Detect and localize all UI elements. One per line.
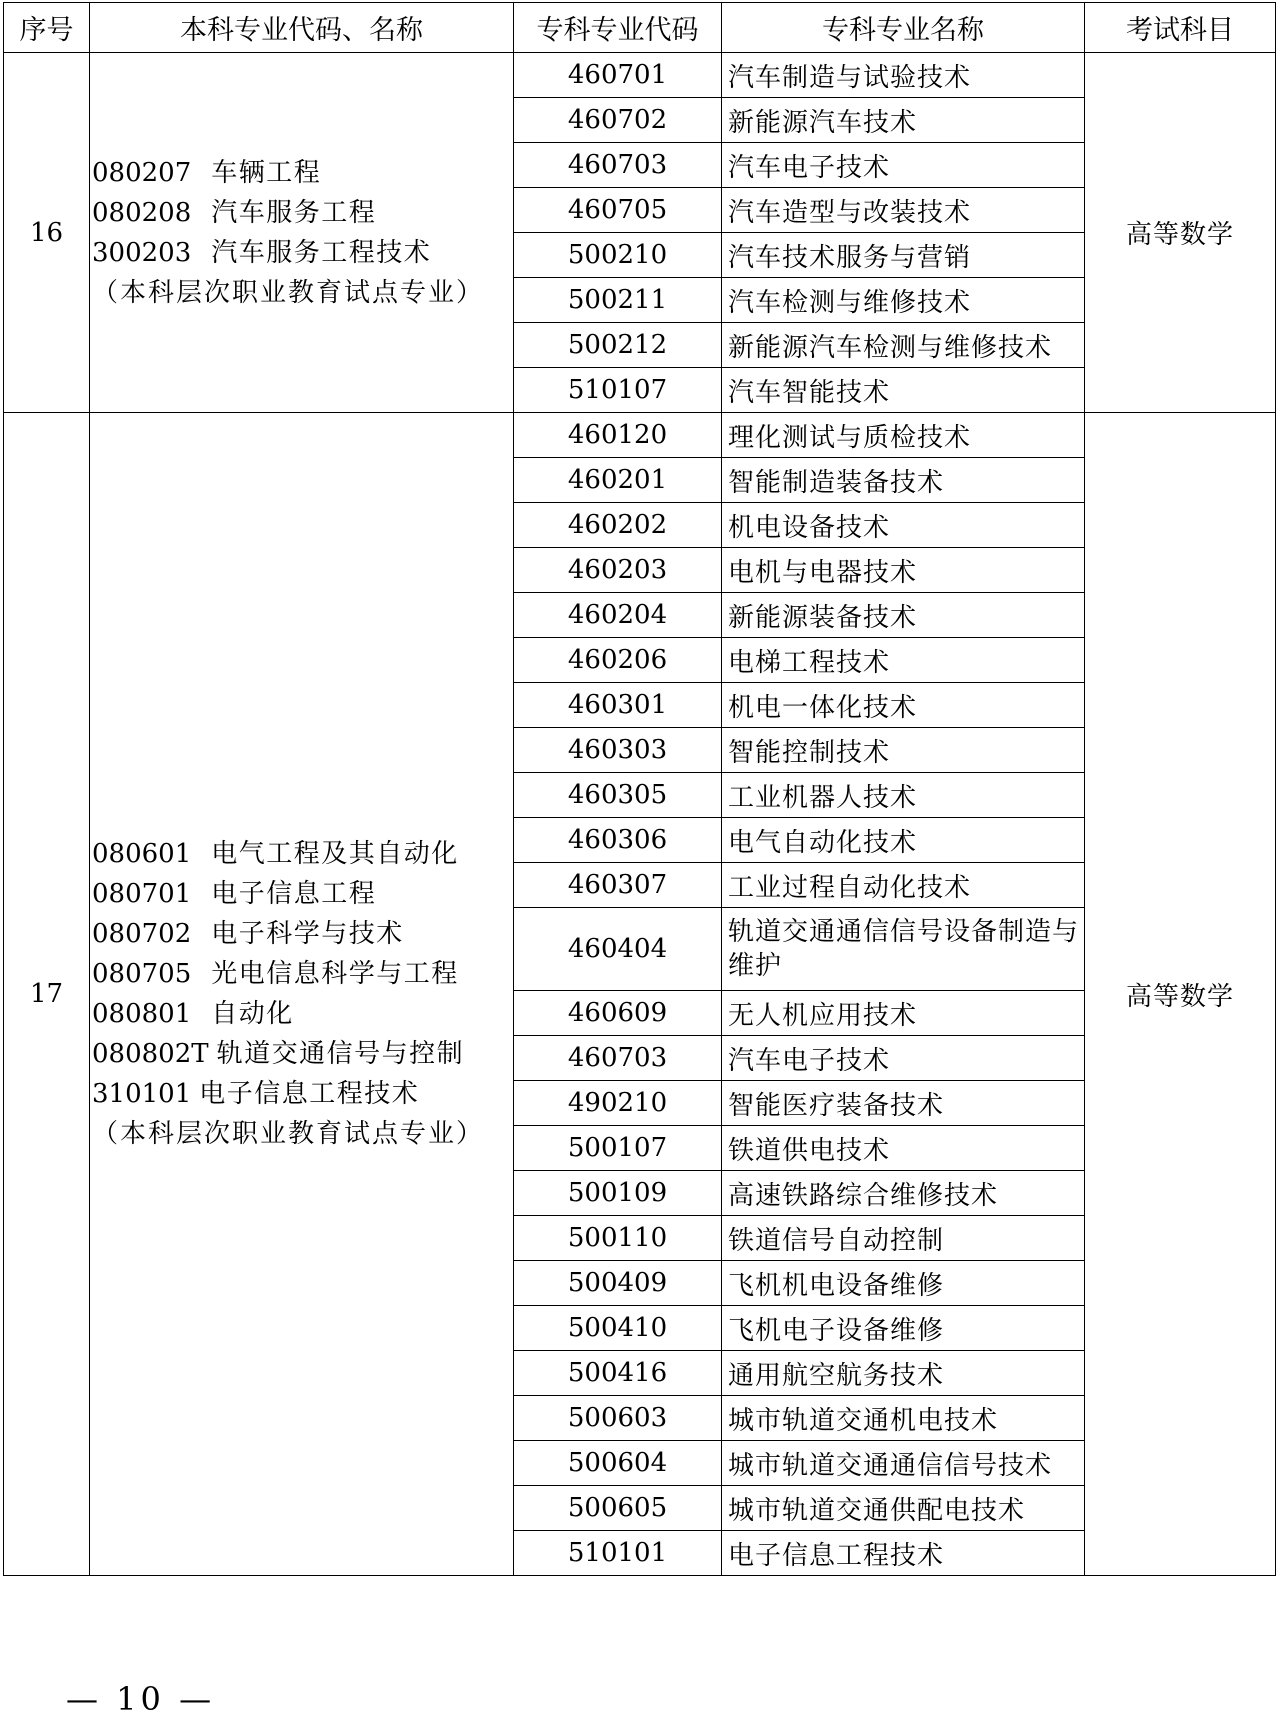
college-major-name: 通用航空航务技术 xyxy=(722,1351,1085,1396)
college-major-name: 城市轨道交通机电技术 xyxy=(722,1396,1085,1441)
table-row xyxy=(4,413,1276,458)
college-major-name: 智能制造装备技术 xyxy=(722,458,1085,503)
undergrad-major-code: 080802T xyxy=(92,1039,209,1069)
undergrad-major-code: 080207 xyxy=(92,157,192,188)
college-major-name: 汽车技术服务与营销 xyxy=(722,233,1085,278)
undergrad-major-item xyxy=(92,1074,513,1114)
college-major-code: 500212 xyxy=(514,323,722,368)
undergrad-major-name: 车辆工程 xyxy=(211,157,322,188)
college-major-code: 500604 xyxy=(514,1441,722,1486)
undergrad-major-code: 080801 xyxy=(92,999,192,1029)
undergrad-major-name: 汽车服务工程 xyxy=(211,197,377,228)
college-major-code: 460305 xyxy=(514,773,722,818)
undergrad-major-item xyxy=(92,233,513,273)
undergrad-major-name: 光电信息科学与工程 xyxy=(211,959,459,989)
college-major-code: 460306 xyxy=(514,818,722,863)
table-body xyxy=(4,53,1276,1576)
college-major-code: 460203 xyxy=(514,548,722,593)
undergrad-majors xyxy=(90,53,514,413)
undergrad-major-item xyxy=(92,954,513,994)
college-major-name: 飞机电子设备维修 xyxy=(722,1306,1085,1351)
undergrad-major-item xyxy=(92,914,513,954)
college-major-code: 500409 xyxy=(514,1261,722,1306)
undergrad-major-code: 300203 xyxy=(92,237,192,268)
undergrad-major-name: 电子科学与技术 xyxy=(211,919,404,949)
college-major-name: 飞机机电设备维修 xyxy=(722,1261,1085,1306)
college-major-code: 460705 xyxy=(514,188,722,233)
college-major-code: 500211 xyxy=(514,278,722,323)
header-undergrad-major: 本科专业代码、名称 xyxy=(90,3,514,53)
college-major-code: 500603 xyxy=(514,1396,722,1441)
undergrad-major-item xyxy=(92,1034,513,1074)
undergrad-major-name: 轨道交通信号与控制 xyxy=(216,1039,465,1069)
undergrad-major-name: 自动化 xyxy=(211,999,294,1029)
undergrad-major-item xyxy=(92,834,513,874)
college-major-name: 城市轨道交通通信信号技术 xyxy=(722,1441,1085,1486)
undergrad-major-item xyxy=(92,874,513,914)
college-major-name: 工业过程自动化技术 xyxy=(722,863,1085,908)
college-major-name: 汽车造型与改装技术 xyxy=(722,188,1085,233)
table-row xyxy=(4,53,1276,98)
college-major-name: 高速铁路综合维修技术 xyxy=(722,1171,1085,1216)
undergrad-major-item xyxy=(92,994,513,1034)
undergrad-major-name: 电子信息工程技术 xyxy=(199,1079,420,1109)
majors-table xyxy=(3,2,1276,1576)
college-major-code: 500416 xyxy=(514,1351,722,1396)
pilot-program-note: （本科层次职业教育试点专业） xyxy=(92,1119,485,1149)
undergrad-major-code: 310101 xyxy=(92,1079,192,1109)
undergrad-major-item xyxy=(92,153,513,193)
college-major-name: 汽车检测与维修技术 xyxy=(722,278,1085,323)
undergrad-major-name: 电子信息工程 xyxy=(211,879,377,909)
header-college-name: 专科专业名称 xyxy=(722,3,1085,53)
college-major-code: 460120 xyxy=(514,413,722,458)
college-major-code: 460204 xyxy=(514,593,722,638)
college-major-name: 电梯工程技术 xyxy=(722,638,1085,683)
college-major-code: 460701 xyxy=(514,53,722,98)
college-major-name: 工业机器人技术 xyxy=(722,773,1085,818)
college-major-name: 新能源汽车检测与维修技术 xyxy=(722,323,1085,368)
undergrad-major-code: 080701 xyxy=(92,879,192,909)
college-major-code: 460702 xyxy=(514,98,722,143)
college-major-code: 460201 xyxy=(514,458,722,503)
college-major-name: 理化测试与质检技术 xyxy=(722,413,1085,458)
college-major-code: 500410 xyxy=(514,1306,722,1351)
exam-subject: 高等数学 xyxy=(1085,53,1276,413)
college-major-code: 500605 xyxy=(514,1486,722,1531)
header-seq: 序号 xyxy=(4,3,90,53)
college-major-code: 460206 xyxy=(514,638,722,683)
college-major-name: 铁道信号自动控制 xyxy=(722,1216,1085,1261)
pilot-program-note: （本科层次职业教育试点专业） xyxy=(92,277,485,308)
college-major-code: 460609 xyxy=(514,991,722,1036)
college-major-name: 机电设备技术 xyxy=(722,503,1085,548)
undergrad-major-item xyxy=(92,193,513,233)
college-major-code: 460404 xyxy=(514,908,722,991)
college-major-code: 500110 xyxy=(514,1216,722,1261)
college-major-code: 500109 xyxy=(514,1171,722,1216)
college-major-name: 智能控制技术 xyxy=(722,728,1085,773)
group-seq: 17 xyxy=(4,413,90,1576)
college-major-name: 新能源装备技术 xyxy=(722,593,1085,638)
college-major-name: 机电一体化技术 xyxy=(722,683,1085,728)
college-major-name: 电子信息工程技术 xyxy=(722,1531,1085,1576)
college-major-name: 无人机应用技术 xyxy=(722,991,1085,1036)
undergrad-major-code: 080705 xyxy=(92,959,192,989)
college-major-code: 460307 xyxy=(514,863,722,908)
college-major-code: 510101 xyxy=(514,1531,722,1576)
college-major-code: 460303 xyxy=(514,728,722,773)
college-major-name: 轨道交通通信信号设备制造与维护 xyxy=(722,908,1085,991)
college-major-name: 汽车智能技术 xyxy=(722,368,1085,413)
header-college-code: 专科专业代码 xyxy=(514,3,722,53)
college-major-name: 新能源汽车技术 xyxy=(722,98,1085,143)
group-seq: 16 xyxy=(4,53,90,413)
header-exam-subject: 考试科目 xyxy=(1085,3,1276,53)
undergrad-major-code: 080702 xyxy=(92,919,192,949)
college-major-name: 电机与电器技术 xyxy=(722,548,1085,593)
college-major-name: 电气自动化技术 xyxy=(722,818,1085,863)
college-major-code: 460202 xyxy=(514,503,722,548)
college-major-name: 汽车电子技术 xyxy=(722,143,1085,188)
college-major-name: 城市轨道交通供配电技术 xyxy=(722,1486,1085,1531)
college-major-code: 510107 xyxy=(514,368,722,413)
college-major-code: 460301 xyxy=(514,683,722,728)
college-major-name: 汽车制造与试验技术 xyxy=(722,53,1085,98)
college-major-code: 460703 xyxy=(514,143,722,188)
college-major-name: 铁道供电技术 xyxy=(722,1126,1085,1171)
college-major-name: 汽车电子技术 xyxy=(722,1036,1085,1081)
college-major-name: 智能医疗装备技术 xyxy=(722,1081,1085,1126)
undergrad-major-name: 电气工程及其自动化 xyxy=(211,839,459,869)
undergrad-major-code: 080208 xyxy=(92,197,192,228)
college-major-code: 460703 xyxy=(514,1036,722,1081)
college-major-code: 500107 xyxy=(514,1126,722,1171)
exam-subject: 高等数学 xyxy=(1085,413,1276,1576)
college-major-code: 500210 xyxy=(514,233,722,278)
header-row xyxy=(4,3,1276,53)
page-number: — 10 — xyxy=(66,1680,216,1718)
undergrad-major-name: 汽车服务工程技术 xyxy=(211,237,432,268)
college-major-code: 490210 xyxy=(514,1081,722,1126)
undergrad-majors xyxy=(90,413,514,1576)
undergrad-major-code: 080601 xyxy=(92,839,192,869)
